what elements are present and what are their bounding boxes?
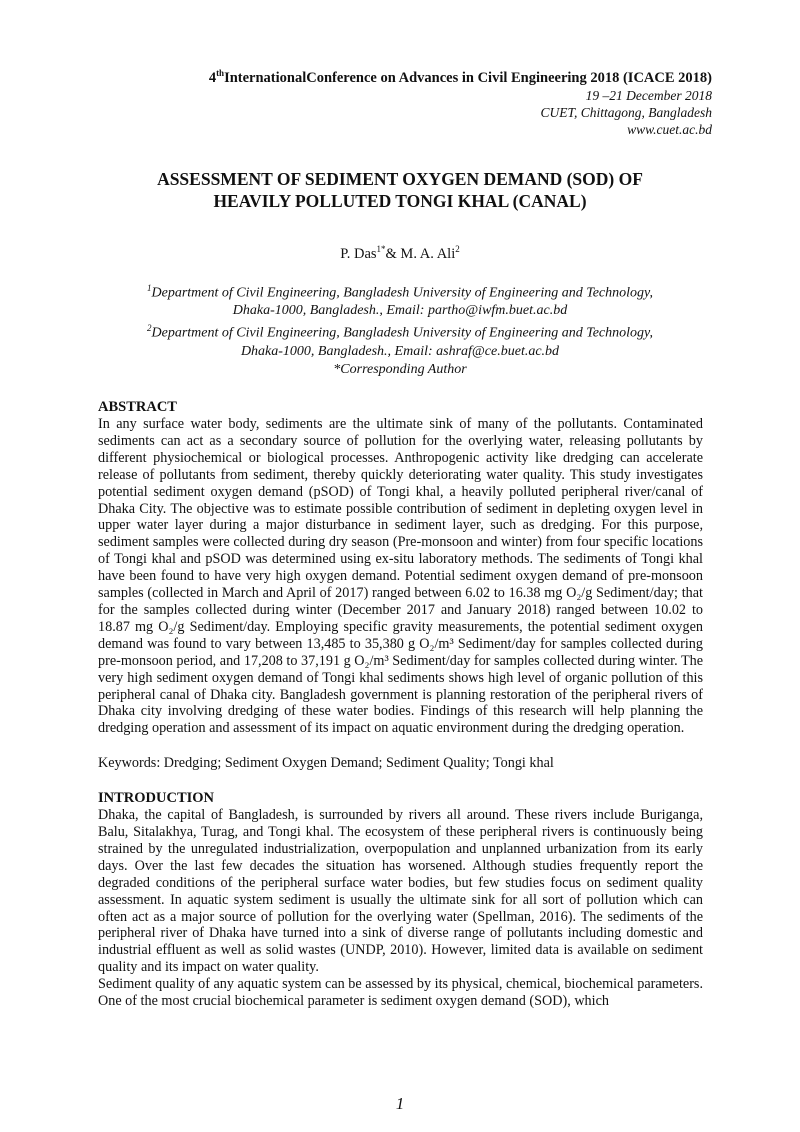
introduction-paragraph-2: Sediment quality of any aquatic system can be assessed by its physical, chemical, biochemical parameters. One of the most crucial biochemical parameter is sediment oxygen demand (SOD), which <box>98 976 703 1010</box>
author-1-superscript: 1* <box>376 244 386 254</box>
affiliation-1-marker: 1 <box>147 283 152 293</box>
paper-title <box>98 168 702 212</box>
author-1: P. Das <box>340 245 377 262</box>
conference-dates: 19 –21 December 2018 <box>585 87 712 103</box>
conference-name-rest: InternationalConference on Advances in Civil Engineering 2018 (ICACE 2018) <box>224 69 712 86</box>
corresponding-author-note: *Corresponding Author <box>333 361 467 377</box>
affiliation-2-line-1 <box>98 320 702 342</box>
affiliation-1-text: Department of Civil Engineering, Bangladesh University of Engineering and Technology, <box>151 285 653 301</box>
conference-ordinal: 4 <box>208 69 217 86</box>
affiliation-1-line-1 <box>98 280 702 302</box>
author-2: & M. A. Ali <box>385 245 456 262</box>
affiliation-2-marker: 2 <box>147 323 152 334</box>
affiliation-2-text: Department of Civil Engineering, Bangladesh University of Engineering and Technology, <box>151 325 653 341</box>
author-list <box>98 244 702 263</box>
conference-website: www.cuet.ac.bd <box>627 121 712 137</box>
affiliation-2-line-2: Dhaka-1000, Bangladesh., Email: ashraf@ce.buet.ac.bd <box>240 343 560 359</box>
introduction-paragraph-1: Dhaka, the capital of Bangladesh, is surrounded by rivers all around. These rivers include Buriganga, Balu, Sitalakhya, Turag, and Tongi khal. The ecosystem of these peripheral rivers is continuously being strained by the unregulated industrialization, overpopulation and unplanned urbanization from its early days. Over the last few decades the situation has worsened. Although studies frequently report the degraded conditions of the peripheral surface water bodies, but few studies focus on sediment quality assessment. In aquatic system sediment is usually the ultimate sink for all sort of pollution which can often act as a major source of pollution for the overlying water (Spellman, 2016). The sediments of the peripheral river of Dhaka have turned into a sink of diverse range of pollutants including domestic and industrial effluent as well as solid wastes (UNDP, 2010). However, limited data is available on sediment quality and its impact on water quality. <box>98 807 703 976</box>
abstract-heading: ABSTRACT <box>98 399 177 415</box>
paper-body <box>98 399 703 1010</box>
introduction-heading: INTRODUCTION <box>98 790 215 807</box>
affiliation-1-line-2: Dhaka-1000, Bangladesh., Email: partho@iwfm.buet.ac.bd <box>232 303 568 319</box>
conference-ordinal-suffix: th <box>216 68 225 78</box>
abstract-paragraph: In any surface water body, sediments are the ultimate sink of many of the pollutants. Contaminated sediments can act as a secondary source of pollution for the overlying water, releasing pollutants by different physiochemical or biological processes. Anthropogenic activity like dredging can accelerate release of pollutants from sediment, thereby quickly deteriorating water quality. This study investigates potential sediment oxygen demand (pSOD) of Tongi khal, a heavily polluted peripheral river/canal of Dhaka City. The objective was to estimate possible contribution of sediment in depleting oxygen level in upper water layer during a major disturbance in sediment layer, such as dredging. For this purpose, sediment samples were collected during dry season (Pre-monsoon and winter) from four specific locations of Tongi khal and pSOD was determined using ex-situ laboratory methods. The sediments of Tongi khal have been found to have very high oxygen demand. Potential sediment oxygen demand of pre-monsoon samples (collected in March and April of 2017) ranged between 6.02 to 16.38 mg O₂/g Sediment/day; that for the samples collected during winter (December 2017 and January 2018) ranged between 10.02 to 18.87 mg O₂/g Sediment/day. Employing specific gravity measurements, the potential sediment oxygen demand was found to vary between 13,485 to 35,380 g O₂/m³ Sediment/day for samples collected during pre-monsoon period, and 17,208 to 37,191 g O₂/m³ Sediment/day for samples collected during winter. The very high sediment oxygen demand of Tongi khal sediments shows high level of organic pollution of this peripheral canal of Dhaka city. Bangladesh government is planning restoration of the peripheral rivers of Dhaka city involving dredging of these water bodies. Findings of this research will help planning the dredging operation and assessment of its impact on aquatic environment during the dredging operation. <box>98 416 703 737</box>
page-number: 1 <box>395 1094 405 1113</box>
paper-title-line-1: ASSESSMENT OF SEDIMENT OXYGEN DEMAND (SOD) OF <box>157 169 643 189</box>
conference-location: CUET, Chittagong, Bangladesh <box>540 104 712 120</box>
paper-title-line-2: HEAVILY POLLUTED TONGI KHAL (CANAL) <box>213 191 587 211</box>
keywords-line: Keywords: Dredging; Sediment Oxygen Demand; Sediment Quality; Tongi khal <box>98 755 554 772</box>
author-2-superscript: 2 <box>455 244 460 254</box>
conference-name <box>209 64 712 87</box>
conference-header <box>209 64 712 138</box>
affiliations <box>98 280 702 378</box>
